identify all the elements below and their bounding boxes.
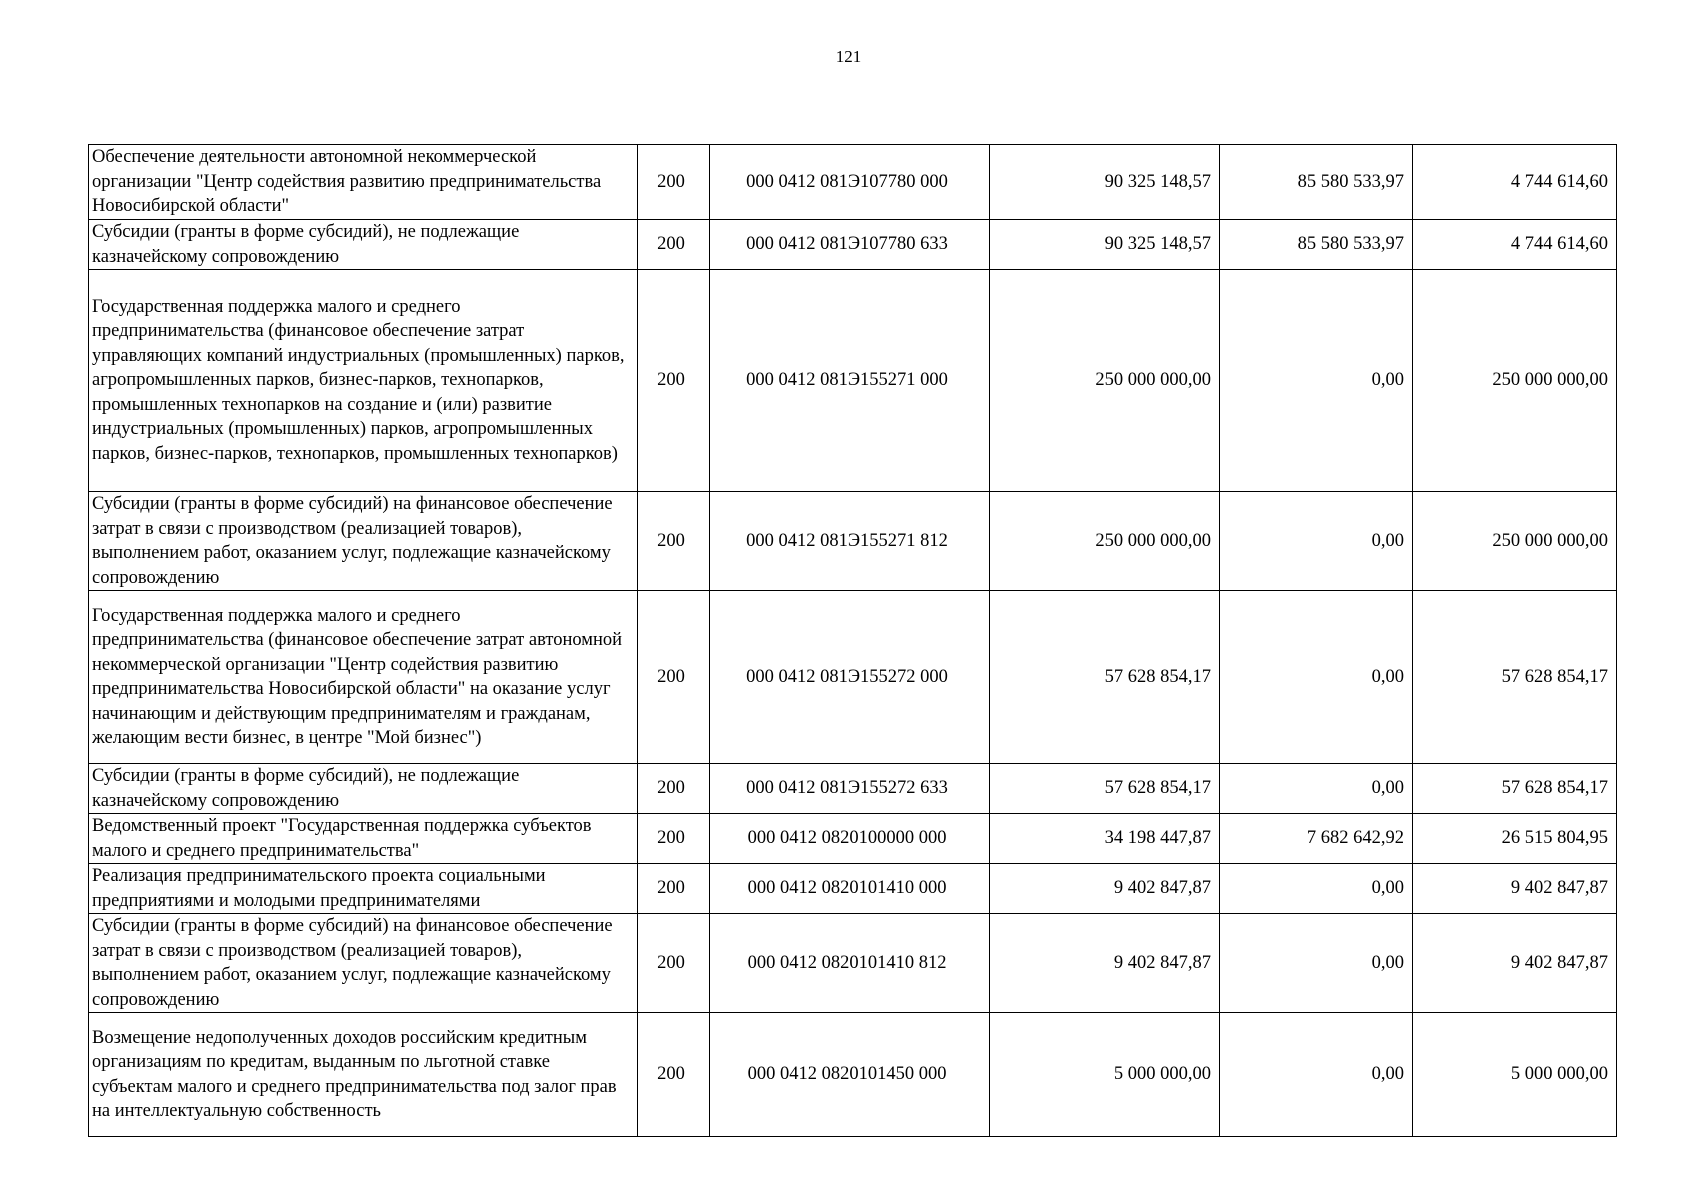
classification-code: 000 0412 081Э107780 633 bbox=[710, 220, 990, 270]
table-row bbox=[89, 864, 1617, 914]
row-name: Субсидии (гранты в форме субсидий), не подлежащие казначейскому сопровождению bbox=[89, 764, 638, 814]
approved-amount: 9 402 847,87 bbox=[990, 914, 1220, 1013]
unexecuted-amount: 57 628 854,17 bbox=[1413, 591, 1617, 764]
table-row bbox=[89, 492, 1617, 591]
executed-amount: 85 580 533,97 bbox=[1220, 220, 1413, 270]
row-name: Возмещение недополученных доходов российским кредитным организациям по кредитам, выданным по льготной ставке субъектам малого и среднего предпринимательства под залог прав на интеллектуальную собственность bbox=[89, 1013, 638, 1137]
row-name: Субсидии (гранты в форме субсидий) на финансовое обеспечение затрат в связи с производством (реализацией товаров), выполнением работ, оказанием услуг, подлежащие казначейскому сопровождению bbox=[89, 492, 638, 591]
classification-code: 000 0412 0820100000 000 bbox=[710, 814, 990, 864]
executed-amount: 0,00 bbox=[1220, 492, 1413, 591]
row-code: 200 bbox=[638, 914, 710, 1013]
row-code: 200 bbox=[638, 591, 710, 764]
row-name: Обеспечение деятельности автономной некоммерческой организации "Центр содействия развитию предпринимательства Новосибирской области" bbox=[89, 145, 638, 220]
executed-amount: 0,00 bbox=[1220, 1013, 1413, 1137]
row-code: 200 bbox=[638, 1013, 710, 1137]
row-code: 200 bbox=[638, 814, 710, 864]
table-row bbox=[89, 270, 1617, 492]
table-row bbox=[89, 220, 1617, 270]
unexecuted-amount: 9 402 847,87 bbox=[1413, 914, 1617, 1013]
executed-amount: 0,00 bbox=[1220, 914, 1413, 1013]
executed-amount: 7 682 642,92 bbox=[1220, 814, 1413, 864]
row-name: Реализация предпринимательского проекта социальными предприятиями и молодыми предпринимателями bbox=[89, 864, 638, 914]
approved-amount: 57 628 854,17 bbox=[990, 764, 1220, 814]
unexecuted-amount: 250 000 000,00 bbox=[1413, 270, 1617, 492]
classification-code: 000 0412 0820101410 000 bbox=[710, 864, 990, 914]
page-number: 121 bbox=[835, 47, 862, 66]
classification-code: 000 0412 081Э107780 000 bbox=[710, 145, 990, 220]
budget-execution-table bbox=[88, 144, 1617, 1137]
executed-amount: 0,00 bbox=[1220, 764, 1413, 814]
unexecuted-amount: 57 628 854,17 bbox=[1413, 764, 1617, 814]
row-code: 200 bbox=[638, 764, 710, 814]
executed-amount: 0,00 bbox=[1220, 864, 1413, 914]
classification-code: 000 0412 0820101450 000 bbox=[710, 1013, 990, 1137]
classification-code: 000 0412 081Э155272 633 bbox=[710, 764, 990, 814]
row-name: Ведомственный проект "Государственная поддержка субъектов малого и среднего предпринимательства" bbox=[89, 814, 638, 864]
row-name: Государственная поддержка малого и среднего предпринимательства (финансовое обеспечение затрат управляющих компаний индустриальных (промышленных) парков, агропромышленных парков, бизнес-парков, технопарков, промышленных технопарков на создание и (или) развитие индустриальных (промышленных) парков, агропромышленных парков, бизнес-парков, технопарков, промышленных технопарков) bbox=[89, 270, 638, 492]
executed-amount: 85 580 533,97 bbox=[1220, 145, 1413, 220]
approved-amount: 250 000 000,00 bbox=[990, 270, 1220, 492]
classification-code: 000 0412 0820101410 812 bbox=[710, 914, 990, 1013]
approved-amount: 250 000 000,00 bbox=[990, 492, 1220, 591]
row-code: 200 bbox=[638, 270, 710, 492]
table-row bbox=[89, 1013, 1617, 1137]
approved-amount: 5 000 000,00 bbox=[990, 1013, 1220, 1137]
row-code: 200 bbox=[638, 492, 710, 591]
unexecuted-amount: 9 402 847,87 bbox=[1413, 864, 1617, 914]
approved-amount: 9 402 847,87 bbox=[990, 864, 1220, 914]
row-code: 200 bbox=[638, 864, 710, 914]
approved-amount: 90 325 148,57 bbox=[990, 220, 1220, 270]
classification-code: 000 0412 081Э155271 812 bbox=[710, 492, 990, 591]
approved-amount: 57 628 854,17 bbox=[990, 591, 1220, 764]
unexecuted-amount: 26 515 804,95 bbox=[1413, 814, 1617, 864]
row-name: Государственная поддержка малого и среднего предпринимательства (финансовое обеспечение затрат автономной некоммерческой организации "Центр содействия развитию предпринимательства Новосибирской области" на оказание услуг начинающим и действующим предпринимателям и гражданам, желающим вести бизнес, в центре "Мой бизнес") bbox=[89, 591, 638, 764]
table-row bbox=[89, 914, 1617, 1013]
approved-amount: 34 198 447,87 bbox=[990, 814, 1220, 864]
row-code: 200 bbox=[638, 220, 710, 270]
unexecuted-amount: 250 000 000,00 bbox=[1413, 492, 1617, 591]
classification-code: 000 0412 081Э155271 000 bbox=[710, 270, 990, 492]
unexecuted-amount: 5 000 000,00 bbox=[1413, 1013, 1617, 1137]
table-row bbox=[89, 591, 1617, 764]
executed-amount: 0,00 bbox=[1220, 270, 1413, 492]
table-row bbox=[89, 814, 1617, 864]
row-name: Субсидии (гранты в форме субсидий) на финансовое обеспечение затрат в связи с производством (реализацией товаров), выполнением работ, оказанием услуг, подлежащие казначейскому сопровождению bbox=[89, 914, 638, 1013]
classification-code: 000 0412 081Э155272 000 bbox=[710, 591, 990, 764]
row-name: Субсидии (гранты в форме субсидий), не подлежащие казначейскому сопровождению bbox=[89, 220, 638, 270]
table-row bbox=[89, 764, 1617, 814]
approved-amount: 90 325 148,57 bbox=[990, 145, 1220, 220]
unexecuted-amount: 4 744 614,60 bbox=[1413, 145, 1617, 220]
table-row bbox=[89, 145, 1617, 220]
unexecuted-amount: 4 744 614,60 bbox=[1413, 220, 1617, 270]
row-code: 200 bbox=[638, 145, 710, 220]
executed-amount: 0,00 bbox=[1220, 591, 1413, 764]
